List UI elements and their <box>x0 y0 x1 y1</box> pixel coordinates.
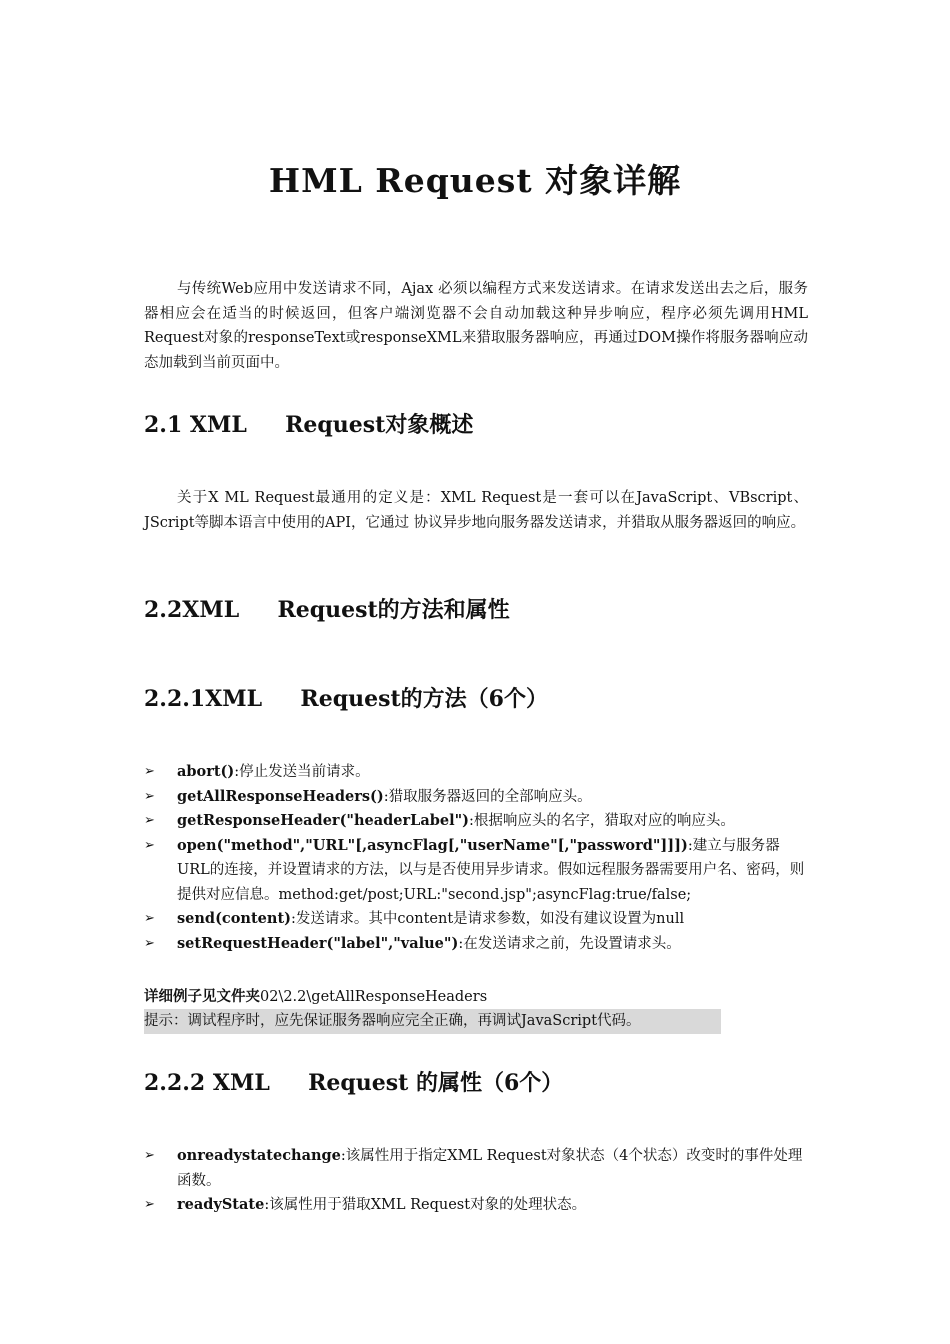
arrow-bullet-icon: ➢ <box>144 813 155 828</box>
page-title: HML Request 对象详解 <box>268 161 682 200</box>
list-item <box>144 1144 808 1193</box>
section-2-1-heading: 2.1 XML Request对象概述 <box>144 412 474 438</box>
example-path: 02\2.2\getAllResponseHeaders <box>260 989 488 1005</box>
property-description: :该属性用于指定XML Request对象状态（4个状态）改变时的事件处理函数。 <box>177 1148 803 1189</box>
method-name: getAllResponseHeaders() <box>177 787 384 805</box>
method-name: abort() <box>177 763 235 780</box>
method-description: :根据响应头的名字，猎取对应的响应头。 <box>469 813 735 829</box>
section-2-2-2-heading: 2.2.2 XML Request 的属性（6个） <box>144 1070 564 1096</box>
arrow-bullet-icon: ➢ <box>144 911 155 926</box>
arrow-bullet-icon: ➢ <box>144 764 155 779</box>
list-item <box>144 907 808 932</box>
method-name: setRequestHeader("label","value") <box>177 934 459 952</box>
list-item <box>144 1193 808 1218</box>
methods-list <box>144 760 808 956</box>
property-name: readyState <box>177 1196 265 1213</box>
debug-tip: 提示：调试程序时，应先保证服务器响应完全正确，再调试JavaScript代码。 <box>144 1009 721 1034</box>
arrow-bullet-icon: ➢ <box>144 1148 155 1163</box>
method-description: :猎取服务器返回的全部响应头。 <box>383 788 592 805</box>
property-name: onreadystatechange <box>177 1147 341 1164</box>
arrow-bullet-icon: ➢ <box>144 935 155 951</box>
arrow-bullet-icon: ➢ <box>144 788 155 804</box>
arrow-bullet-icon: ➢ <box>144 1197 155 1212</box>
method-description: :在发送请求之前，先设置请求头。 <box>458 935 681 952</box>
list-item <box>144 809 808 834</box>
example-note <box>144 985 487 1010</box>
example-label: 详细例子见文件夹 <box>144 988 260 1005</box>
method-name: getResponseHeader("headerLabel") <box>177 812 470 829</box>
method-description: :发送请求。其中content是请求参数，如没有建议设置为null <box>291 911 685 927</box>
section-2-2-heading: 2.2XML Request的方法和属性 <box>144 597 510 623</box>
method-description: :建立与服务器URL的连接，并设置请求的方法，以与是否使用异步请求。假如远程服务器需要用户名、密码，则提供对应信息。method:get/post;URL:"second.jsp";asyncFlag:true/false; <box>177 837 805 903</box>
list-item <box>144 834 808 908</box>
arrow-bullet-icon: ➢ <box>144 837 155 853</box>
properties-list <box>144 1144 808 1218</box>
method-description: :停止发送当前请求。 <box>234 764 370 780</box>
section-2-1-paragraph: 关于X ML Request最通用的定义是：XML Request是一套可以在JavaScript、VBscript、JScript等脚本语言中使用的API，它通过 协议异步地向服务器发送请求，并猎取从服务器返回的响应。 <box>144 490 808 531</box>
section-2-2-1-heading: 2.2.1XML Request的方法（6个） <box>144 686 548 712</box>
property-description: :该属性用于猎取XML Request对象的处理状态。 <box>264 1197 587 1213</box>
list-item <box>144 760 808 785</box>
intro-paragraph: 与传统Web应用中发送请求不同，Ajax 必须以编程方式来发送请求。在请求发送出去之后，服务器相应会在适当的时候返回，但客户端浏览器不会自动加载这种异步响应，程序必须先调用HML Request对象的responseText或responseXML来猎取服务器响应，再通过DOM操作将服务器响应动态加载到当前页面中。 <box>144 281 808 371</box>
list-item <box>144 785 808 810</box>
method-name: open("method","URL"[,asyncFlag[,"userName"[,"password"]]]) <box>177 836 688 854</box>
method-name: send(content) <box>177 910 291 927</box>
list-item <box>144 932 808 957</box>
